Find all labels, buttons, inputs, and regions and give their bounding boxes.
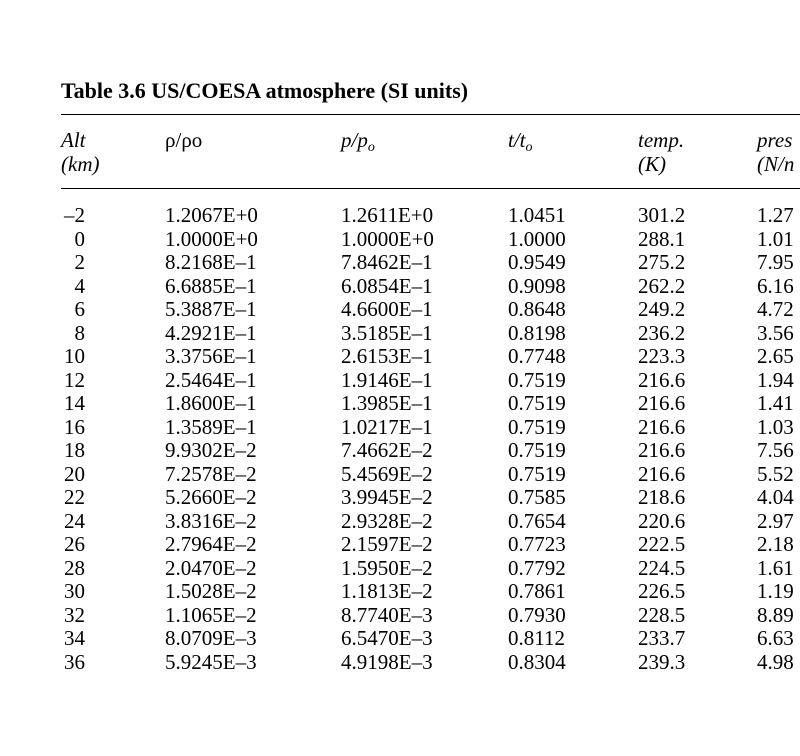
density-ratio-cell: 6.6885E–1 [165, 273, 257, 298]
density-ratio-cell: 3.8316E–2 [165, 508, 257, 533]
table-row [0, 275, 800, 299]
pressure-ratio-cell: 2.1597E–2 [341, 532, 433, 556]
pressure-ratio-cell: 1.3985E–1 [341, 391, 433, 415]
pressure-cell: 4.04 [757, 485, 794, 509]
temperature-cell: 236.2 [638, 320, 686, 345]
pressure-cell: 1.41 [757, 391, 794, 415]
temperature-cell: 223.3 [638, 344, 686, 368]
pressure-ratio-cell: 1.0000E+0 [341, 226, 434, 251]
pressure-ratio-cell: 7.8462E–1 [341, 250, 433, 274]
altitude-cell: 8 [74, 320, 85, 345]
table-row [0, 463, 800, 487]
pressure-ratio-cell: 1.5950E–2 [341, 555, 433, 580]
density-ratio-cell: 2.0470E–2 [165, 555, 257, 580]
header-alt-label: Alt [61, 128, 86, 152]
pressure-ratio-cell: 7.4662E–2 [341, 438, 433, 462]
temperature-cell: 220.6 [638, 508, 686, 533]
altitude-cell: 0 [74, 226, 85, 251]
temperature-cell: 216.6 [638, 438, 686, 462]
density-ratio-cell: 5.2660E–2 [165, 485, 257, 509]
header-rule [61, 188, 800, 189]
header-temperature-label: temp. [638, 128, 685, 152]
altitude-cell: 36 [64, 649, 85, 674]
temperature-cell: 228.5 [638, 602, 686, 627]
density-ratio-cell: 1.0000E+0 [165, 226, 258, 251]
pressure-cell: 2.65 [757, 344, 794, 368]
temperature-ratio-cell: 0.7519 [508, 391, 566, 415]
temperature-cell: 216.6 [638, 391, 686, 415]
pressure-cell: 1.19 [757, 579, 794, 603]
table-row [0, 392, 800, 416]
temperature-cell: 233.7 [638, 626, 686, 650]
altitude-cell: 10 [64, 344, 85, 368]
header-density-ratio-label: ρ/ρo [165, 128, 203, 152]
temperature-cell: 222.5 [638, 532, 686, 556]
temperature-cell: 262.2 [638, 273, 686, 298]
header-alt-unit: (km) [61, 152, 100, 176]
altitude-cell: 6 [74, 297, 85, 321]
density-ratio-cell: 7.2578E–2 [165, 461, 257, 486]
table-row [0, 228, 800, 252]
density-ratio-cell: 2.7964E–2 [165, 532, 257, 556]
altitude-cell: 26 [64, 532, 85, 556]
density-ratio-cell: 3.3756E–1 [165, 344, 257, 368]
altitude-cell: 24 [64, 508, 85, 533]
pressure-ratio-cell: 4.9198E–3 [341, 649, 433, 674]
altitude-cell: 22 [64, 485, 85, 509]
table-row [0, 439, 800, 463]
temperature-cell: 216.6 [638, 461, 686, 486]
temperature-ratio-cell: 0.7519 [508, 461, 566, 486]
altitude-cell: –2 [64, 203, 85, 227]
table-row [0, 204, 800, 228]
header-alt [61, 128, 99, 176]
temperature-ratio-cell: 1.0000 [508, 226, 566, 251]
temperature-ratio-cell: 0.7723 [508, 532, 566, 556]
header-temperature [638, 128, 684, 176]
pressure-cell: 1.03 [757, 414, 794, 439]
temperature-ratio-cell: 0.8112 [508, 626, 565, 650]
altitude-cell: 14 [64, 391, 85, 415]
pressure-cell: 4.72 [757, 297, 794, 321]
pressure-ratio-cell: 1.2611E+0 [341, 203, 434, 227]
table-row [0, 557, 800, 581]
pressure-ratio-cell: 3.9945E–2 [341, 485, 433, 509]
altitude-cell: 4 [74, 273, 85, 298]
top-rule [61, 114, 800, 115]
header-pressure-ratio-label: p/p [341, 128, 368, 152]
temperature-cell: 218.6 [638, 485, 686, 509]
pressure-cell: 1.94 [757, 367, 794, 392]
header-density-ratio [165, 128, 202, 152]
table-body [0, 204, 800, 674]
temperature-ratio-cell: 0.7519 [508, 414, 566, 439]
temperature-ratio-cell: 0.7792 [508, 555, 566, 580]
temperature-ratio-cell: 0.7519 [508, 438, 566, 462]
temperature-ratio-cell: 0.8198 [508, 320, 566, 345]
altitude-cell: 2 [74, 250, 85, 274]
pressure-ratio-cell: 1.0217E–1 [341, 414, 433, 439]
altitude-cell: 32 [64, 602, 85, 627]
temperature-ratio-cell: 0.7861 [508, 579, 566, 603]
temperature-cell: 224.5 [638, 555, 686, 580]
temperature-cell: 288.1 [638, 226, 686, 251]
density-ratio-cell: 1.8600E–1 [165, 391, 257, 415]
table-row [0, 416, 800, 440]
table-row [0, 651, 800, 675]
temperature-ratio-cell: 0.7519 [508, 367, 566, 392]
pressure-ratio-cell: 1.9146E–1 [341, 367, 433, 392]
density-ratio-cell: 2.5464E–1 [165, 367, 257, 392]
header-temperature-ratio-label: t/t [508, 128, 526, 152]
pressure-ratio-cell: 1.1813E–2 [341, 579, 433, 603]
pressure-ratio-cell: 4.6600E–1 [341, 297, 433, 321]
table-row [0, 580, 800, 604]
pressure-cell: 1.27 [757, 203, 794, 227]
pressure-cell: 2.97 [757, 508, 794, 533]
temperature-cell: 216.6 [638, 414, 686, 439]
pressure-ratio-cell: 3.5185E–1 [341, 320, 433, 345]
altitude-cell: 28 [64, 555, 85, 580]
altitude-cell: 34 [64, 626, 85, 650]
pressure-ratio-cell: 6.5470E–3 [341, 626, 433, 650]
table-row [0, 627, 800, 651]
temperature-cell: 216.6 [638, 367, 686, 392]
table-row [0, 369, 800, 393]
pressure-cell: 5.52 [757, 461, 794, 486]
pressure-ratio-cell: 6.0854E–1 [341, 273, 433, 298]
pressure-cell: 6.16 [757, 273, 794, 298]
header-pressure [757, 128, 794, 176]
header-temperature-ratio-subscript: o [525, 140, 533, 155]
table-row [0, 345, 800, 369]
pressure-cell: 1.01 [757, 226, 794, 251]
pressure-ratio-cell: 2.9328E–2 [341, 508, 433, 533]
altitude-cell: 20 [64, 461, 85, 486]
altitude-cell: 16 [64, 414, 85, 439]
pressure-cell: 7.56 [757, 438, 794, 462]
header-pressure-ratio [341, 128, 375, 160]
density-ratio-cell: 9.9302E–2 [165, 438, 257, 462]
header-pressure-label: pres [757, 128, 793, 152]
pressure-cell: 3.56 [757, 320, 794, 345]
temperature-cell: 249.2 [638, 297, 686, 321]
density-ratio-cell: 5.3887E–1 [165, 297, 257, 321]
temperature-ratio-cell: 0.7930 [508, 602, 566, 627]
temperature-ratio-cell: 0.8648 [508, 297, 566, 321]
pressure-ratio-cell: 5.4569E–2 [341, 461, 433, 486]
temperature-cell: 239.3 [638, 649, 686, 674]
pressure-ratio-cell: 8.7740E–3 [341, 602, 433, 627]
table-title: Table 3.6 US/COESA atmosphere (SI units) [61, 78, 469, 103]
density-ratio-cell: 1.1065E–2 [165, 602, 257, 627]
pressure-cell: 6.63 [757, 626, 794, 650]
header-temperature-ratio [508, 128, 533, 160]
density-ratio-cell: 4.2921E–1 [165, 320, 257, 345]
table-row [0, 533, 800, 557]
pressure-ratio-cell: 2.6153E–1 [341, 344, 433, 368]
temperature-cell: 275.2 [638, 250, 686, 274]
header-temperature-unit: (K) [638, 152, 666, 176]
density-ratio-cell: 1.3589E–1 [165, 414, 257, 439]
table-row [0, 486, 800, 510]
temperature-ratio-cell: 0.9098 [508, 273, 566, 298]
pressure-cell: 7.95 [757, 250, 794, 274]
altitude-cell: 18 [64, 438, 85, 462]
temperature-ratio-cell: 0.7748 [508, 344, 566, 368]
table-row [0, 322, 800, 346]
pressure-cell: 4.98 [757, 649, 794, 674]
temperature-cell: 301.2 [638, 203, 686, 227]
temperature-ratio-cell: 0.8304 [508, 649, 566, 674]
altitude-cell: 30 [64, 579, 85, 603]
temperature-ratio-cell: 0.7585 [508, 485, 566, 509]
header-pressure-unit: (N/n [757, 152, 795, 176]
density-ratio-cell: 5.9245E–3 [165, 649, 257, 674]
temperature-ratio-cell: 0.7654 [508, 508, 566, 533]
temperature-ratio-cell: 0.9549 [508, 250, 566, 274]
density-ratio-cell: 1.5028E–2 [165, 579, 257, 603]
density-ratio-cell: 8.0709E–3 [165, 626, 257, 650]
table-row [0, 510, 800, 534]
pressure-cell: 8.89 [757, 602, 794, 627]
table-row [0, 251, 800, 275]
header-pressure-ratio-subscript: o [367, 140, 375, 155]
temperature-cell: 226.5 [638, 579, 686, 603]
pressure-cell: 2.18 [757, 532, 794, 556]
pressure-cell: 1.61 [757, 555, 794, 580]
density-ratio-cell: 1.2067E+0 [165, 203, 258, 227]
table-row [0, 604, 800, 628]
density-ratio-cell: 8.2168E–1 [165, 250, 257, 274]
altitude-cell: 12 [64, 367, 85, 392]
temperature-ratio-cell: 1.0451 [508, 203, 566, 227]
table-row [0, 298, 800, 322]
